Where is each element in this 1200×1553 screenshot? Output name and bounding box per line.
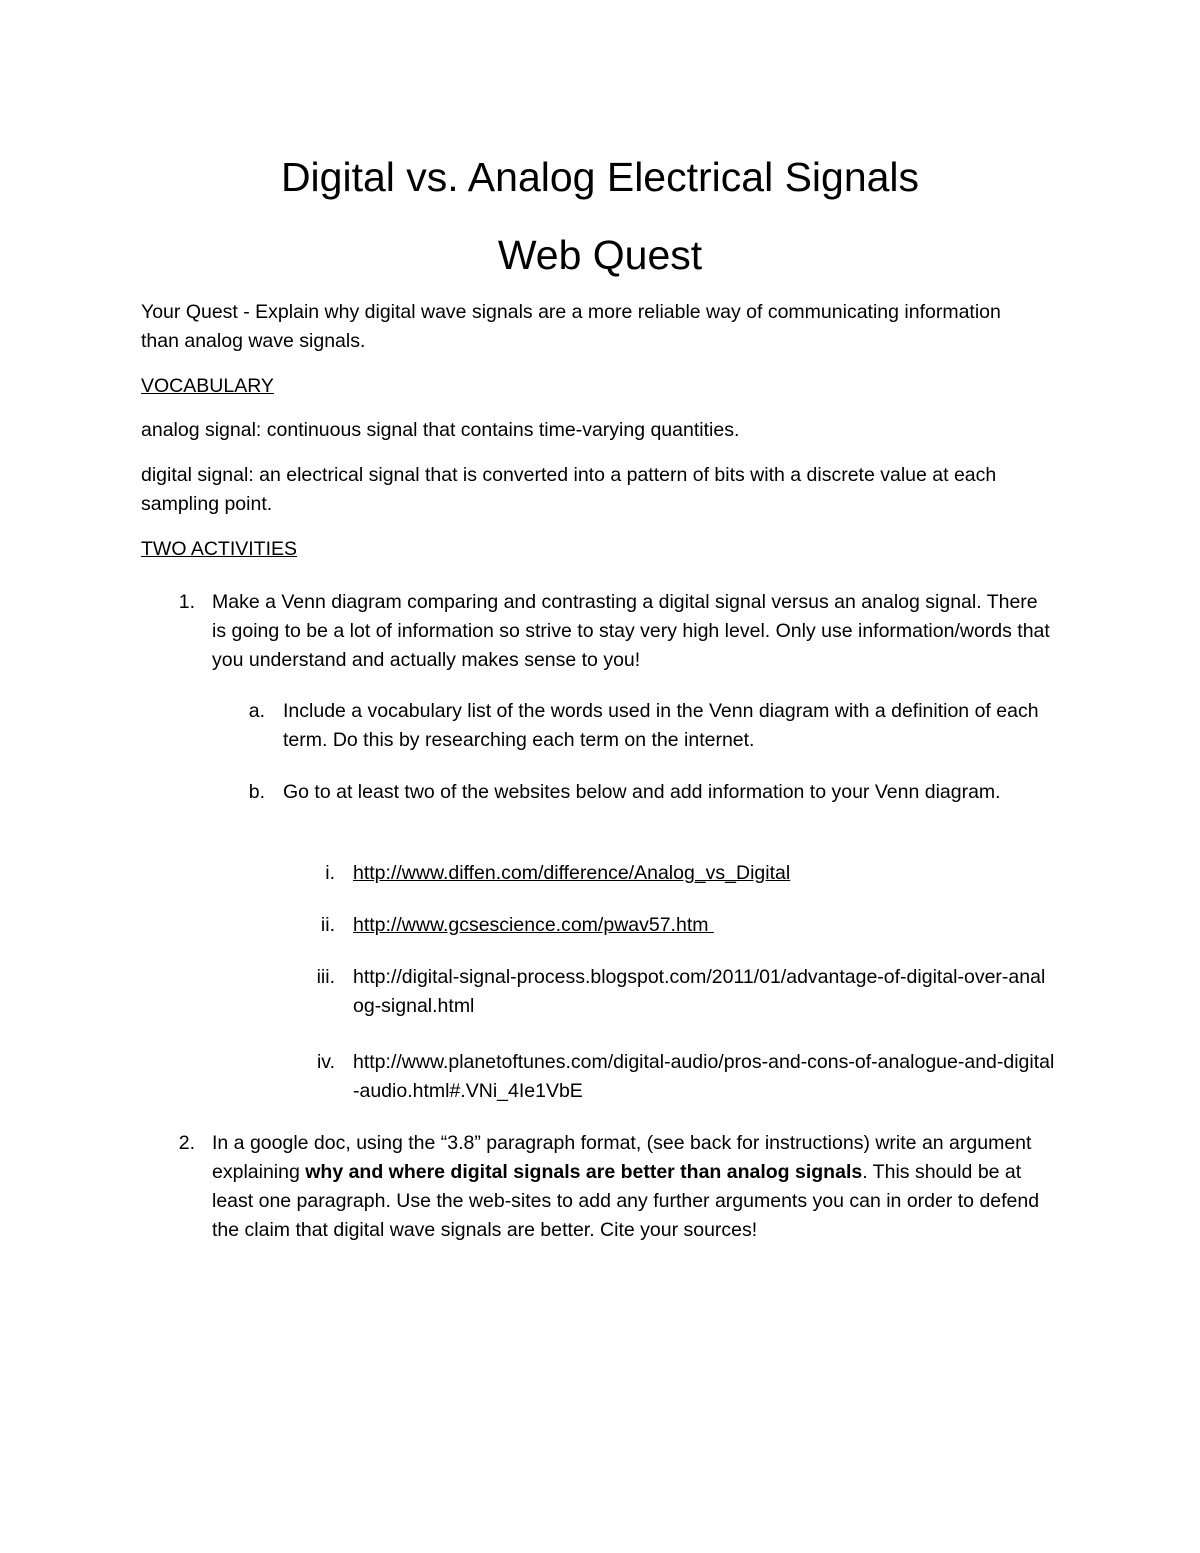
link-3-label: iii. [316,966,335,988]
activity-2-text [212,1129,1062,1245]
activity-1a-text: Include a vocabulary list of the words used in the Venn diagram with a definition of each term. Do this by researching each term on the internet. [283,700,1039,751]
document-subtitle: Web Quest [497,232,703,278]
activity-1-text: Make a Venn diagram comparing and contrasting a digital signal versus an analog signal. There is going to be a lot of information so strive to stay very high level. Only use information/words that you understand and actually makes sense to you! [212,591,1050,671]
document-title: Digital vs. Analog Electrical Signals [280,154,920,200]
activity-1-number: 1. [178,591,195,613]
link-diffen[interactable]: http://www.diffen.com/difference/Analog_vs_Digital [353,862,791,884]
activity-2-text-bold: why and where digital signals are better than analog signals [305,1161,863,1183]
link-gcsescience[interactable]: http://www.gcsescience.com/pwav57.htm [353,914,714,936]
vocabulary-heading: VOCABULARY [141,375,274,397]
link-blogspot[interactable]: http://digital-signal-process.blogspot.com/2011/01/advantage-of-digital-over-analog-signal.html [353,966,1046,1017]
digital-definition: digital signal: an electrical signal that is converted into a pattern of bits with a discrete value at each sampling point. [141,464,997,515]
activity-1b-label: b. [248,781,265,803]
quest-intro: Your Quest - Explain why digital wave signals are a more reliable way of communicating information than analog wave signals. [141,301,1001,352]
activity-2-text-start: In a google doc, using the “3.8” paragraph format, (see back for instructions) write an argument explaining [212,1132,1032,1183]
link-planetoftunes[interactable]: http://www.planetoftunes.com/digital-audio/pros-and-cons-of-analogue-and-digital-audio.html#.VNi_4Ie1VbE [353,1051,1055,1102]
activity-1a-label: a. [248,700,265,722]
analog-definition: analog signal: continuous signal that contains time-varying quantities. [141,419,740,441]
link-4-label: iv. [316,1051,335,1073]
activity-2-text-end: . This should be at least one paragraph. Use the web-sites to add any further arguments you can in order to defend the claim that digital wave signals are better. Cite your sources! [212,1161,1040,1241]
link-1-label: i. [325,862,335,884]
activities-heading: TWO ACTIVITIES [141,538,298,560]
link-2-label: ii. [320,914,335,936]
activity-1b-text: Go to at least two of the websites below and add information to your Venn diagram. [283,781,1001,803]
activity-2-number: 2. [178,1132,195,1154]
